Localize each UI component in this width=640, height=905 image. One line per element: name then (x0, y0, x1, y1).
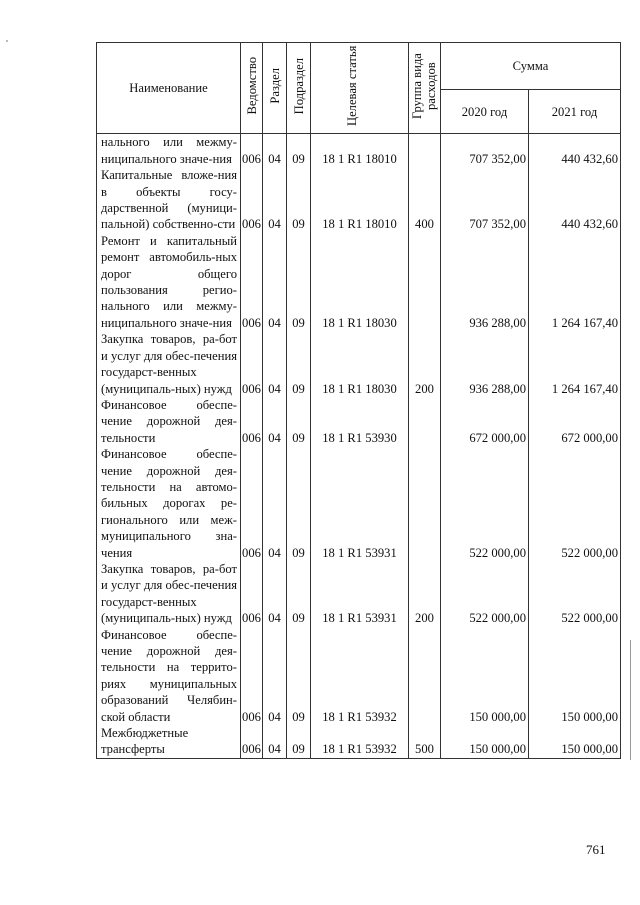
row-group (409, 233, 441, 331)
row-amount-2020: 522 000,00 (441, 446, 529, 561)
header-name: Наименование (97, 43, 241, 134)
row-name: Закупка товаров, ра-бот и услуг для обес-печения государст-венных (муниципаль-ных) нужд (97, 561, 241, 627)
row-group: 200 (409, 561, 441, 627)
row-razdel: 04 (263, 446, 287, 561)
row-amount-2020: 150 000,00 (441, 627, 529, 725)
row-vedomstvo: 006 (241, 167, 263, 233)
row-target: 18 1 R1 53932 (311, 627, 409, 725)
row-target: 18 1 R1 53932 (311, 725, 409, 758)
row-group (409, 627, 441, 725)
table-row (97, 561, 621, 627)
row-vedomstvo: 006 (241, 627, 263, 725)
header-podrazdel: Подраздел (287, 43, 311, 134)
row-amount-2020: 936 288,00 (441, 233, 529, 331)
header-target: Целевая статья (311, 43, 409, 134)
header-sum: Сумма (441, 43, 621, 90)
table-row (97, 233, 621, 331)
header-year-2021: 2021 год (529, 90, 621, 134)
row-podrazdel: 09 (287, 446, 311, 561)
row-amount-2020: 150 000,00 (441, 725, 529, 758)
row-name: Ремонт и капитальный ремонт автомобиль-ных дорог общего пользования регио-нального или межму-ниципального значе-ния (97, 233, 241, 331)
scan-speck (6, 40, 8, 42)
row-name: Межбюджетные трансферты (97, 725, 241, 758)
row-podrazdel: 09 (287, 397, 311, 446)
row-group: 500 (409, 725, 441, 758)
row-amount-2021: 440 432,60 (529, 134, 621, 167)
budget-table-page (96, 42, 620, 759)
header-year-2020: 2020 год (441, 90, 529, 134)
row-group: 400 (409, 167, 441, 233)
table-row (97, 446, 621, 561)
row-podrazdel: 09 (287, 331, 311, 397)
header-vedomstvo: Ведомство (241, 43, 263, 134)
row-podrazdel: 09 (287, 134, 311, 167)
row-name: Закупка товаров, ра-бот и услуг для обес-печения государст-венных (муниципаль-ных) нужд (97, 331, 241, 397)
row-target: 18 1 R1 53931 (311, 446, 409, 561)
table-row (97, 397, 621, 446)
row-podrazdel: 09 (287, 561, 311, 627)
row-vedomstvo: 006 (241, 331, 263, 397)
row-amount-2021: 522 000,00 (529, 561, 621, 627)
row-amount-2021: 672 000,00 (529, 397, 621, 446)
row-name: Финансовое обеспе-чение дорожной дея-тельности на террито-риях муниципальных образований Челябин-ской области (97, 627, 241, 725)
row-group (409, 397, 441, 446)
row-amount-2021: 1 264 167,40 (529, 233, 621, 331)
header-razdel: Раздел (263, 43, 287, 134)
row-target: 18 1 R1 18030 (311, 233, 409, 331)
row-name: Капитальные вложе-ния в объекты госу-дарственной (муници-пальной) собственно-сти (97, 167, 241, 233)
table-row (97, 725, 621, 758)
row-vedomstvo: 006 (241, 725, 263, 758)
row-amount-2021: 150 000,00 (529, 627, 621, 725)
table-row (97, 627, 621, 725)
header-group: Группа вида расходов (409, 43, 441, 134)
page-number: 761 (586, 842, 606, 857)
row-group (409, 134, 441, 167)
scan-edge-mark (630, 640, 631, 760)
row-razdel: 04 (263, 397, 287, 446)
row-target: 18 1 R1 18030 (311, 331, 409, 397)
row-razdel: 04 (263, 233, 287, 331)
row-group (409, 446, 441, 561)
budget-table (96, 42, 621, 759)
row-razdel: 04 (263, 561, 287, 627)
row-target: 18 1 R1 18010 (311, 167, 409, 233)
row-amount-2020: 707 352,00 (441, 134, 529, 167)
row-amount-2021: 522 000,00 (529, 446, 621, 561)
row-vedomstvo: 006 (241, 134, 263, 167)
row-name: нального или межму-ниципального значе-ния (97, 134, 241, 167)
row-amount-2021: 150 000,00 (529, 725, 621, 758)
row-razdel: 04 (263, 725, 287, 758)
row-podrazdel: 09 (287, 725, 311, 758)
row-name: Финансовое обеспе-чение дорожной дея-тельности на автомо-бильных дорогах ре-гионального или меж-муниципального зна-чения (97, 446, 241, 561)
row-amount-2020: 707 352,00 (441, 167, 529, 233)
row-amount-2020: 522 000,00 (441, 561, 529, 627)
row-razdel: 04 (263, 134, 287, 167)
row-amount-2020: 936 288,00 (441, 331, 529, 397)
table-row (97, 167, 621, 233)
row-podrazdel: 09 (287, 167, 311, 233)
row-vedomstvo: 006 (241, 233, 263, 331)
table-row (97, 134, 621, 167)
row-vedomstvo: 006 (241, 397, 263, 446)
row-target: 18 1 R1 53930 (311, 397, 409, 446)
row-target: 18 1 R1 53931 (311, 561, 409, 627)
row-razdel: 04 (263, 627, 287, 725)
row-group: 200 (409, 331, 441, 397)
row-amount-2021: 1 264 167,40 (529, 331, 621, 397)
row-razdel: 04 (263, 167, 287, 233)
row-target: 18 1 R1 18010 (311, 134, 409, 167)
table-row (97, 331, 621, 397)
row-amount-2020: 672 000,00 (441, 397, 529, 446)
row-name: Финансовое обеспе-чение дорожной дея-тельности (97, 397, 241, 446)
row-amount-2021: 440 432,60 (529, 167, 621, 233)
row-podrazdel: 09 (287, 233, 311, 331)
row-vedomstvo: 006 (241, 446, 263, 561)
row-razdel: 04 (263, 331, 287, 397)
row-vedomstvo: 006 (241, 561, 263, 627)
row-podrazdel: 09 (287, 627, 311, 725)
